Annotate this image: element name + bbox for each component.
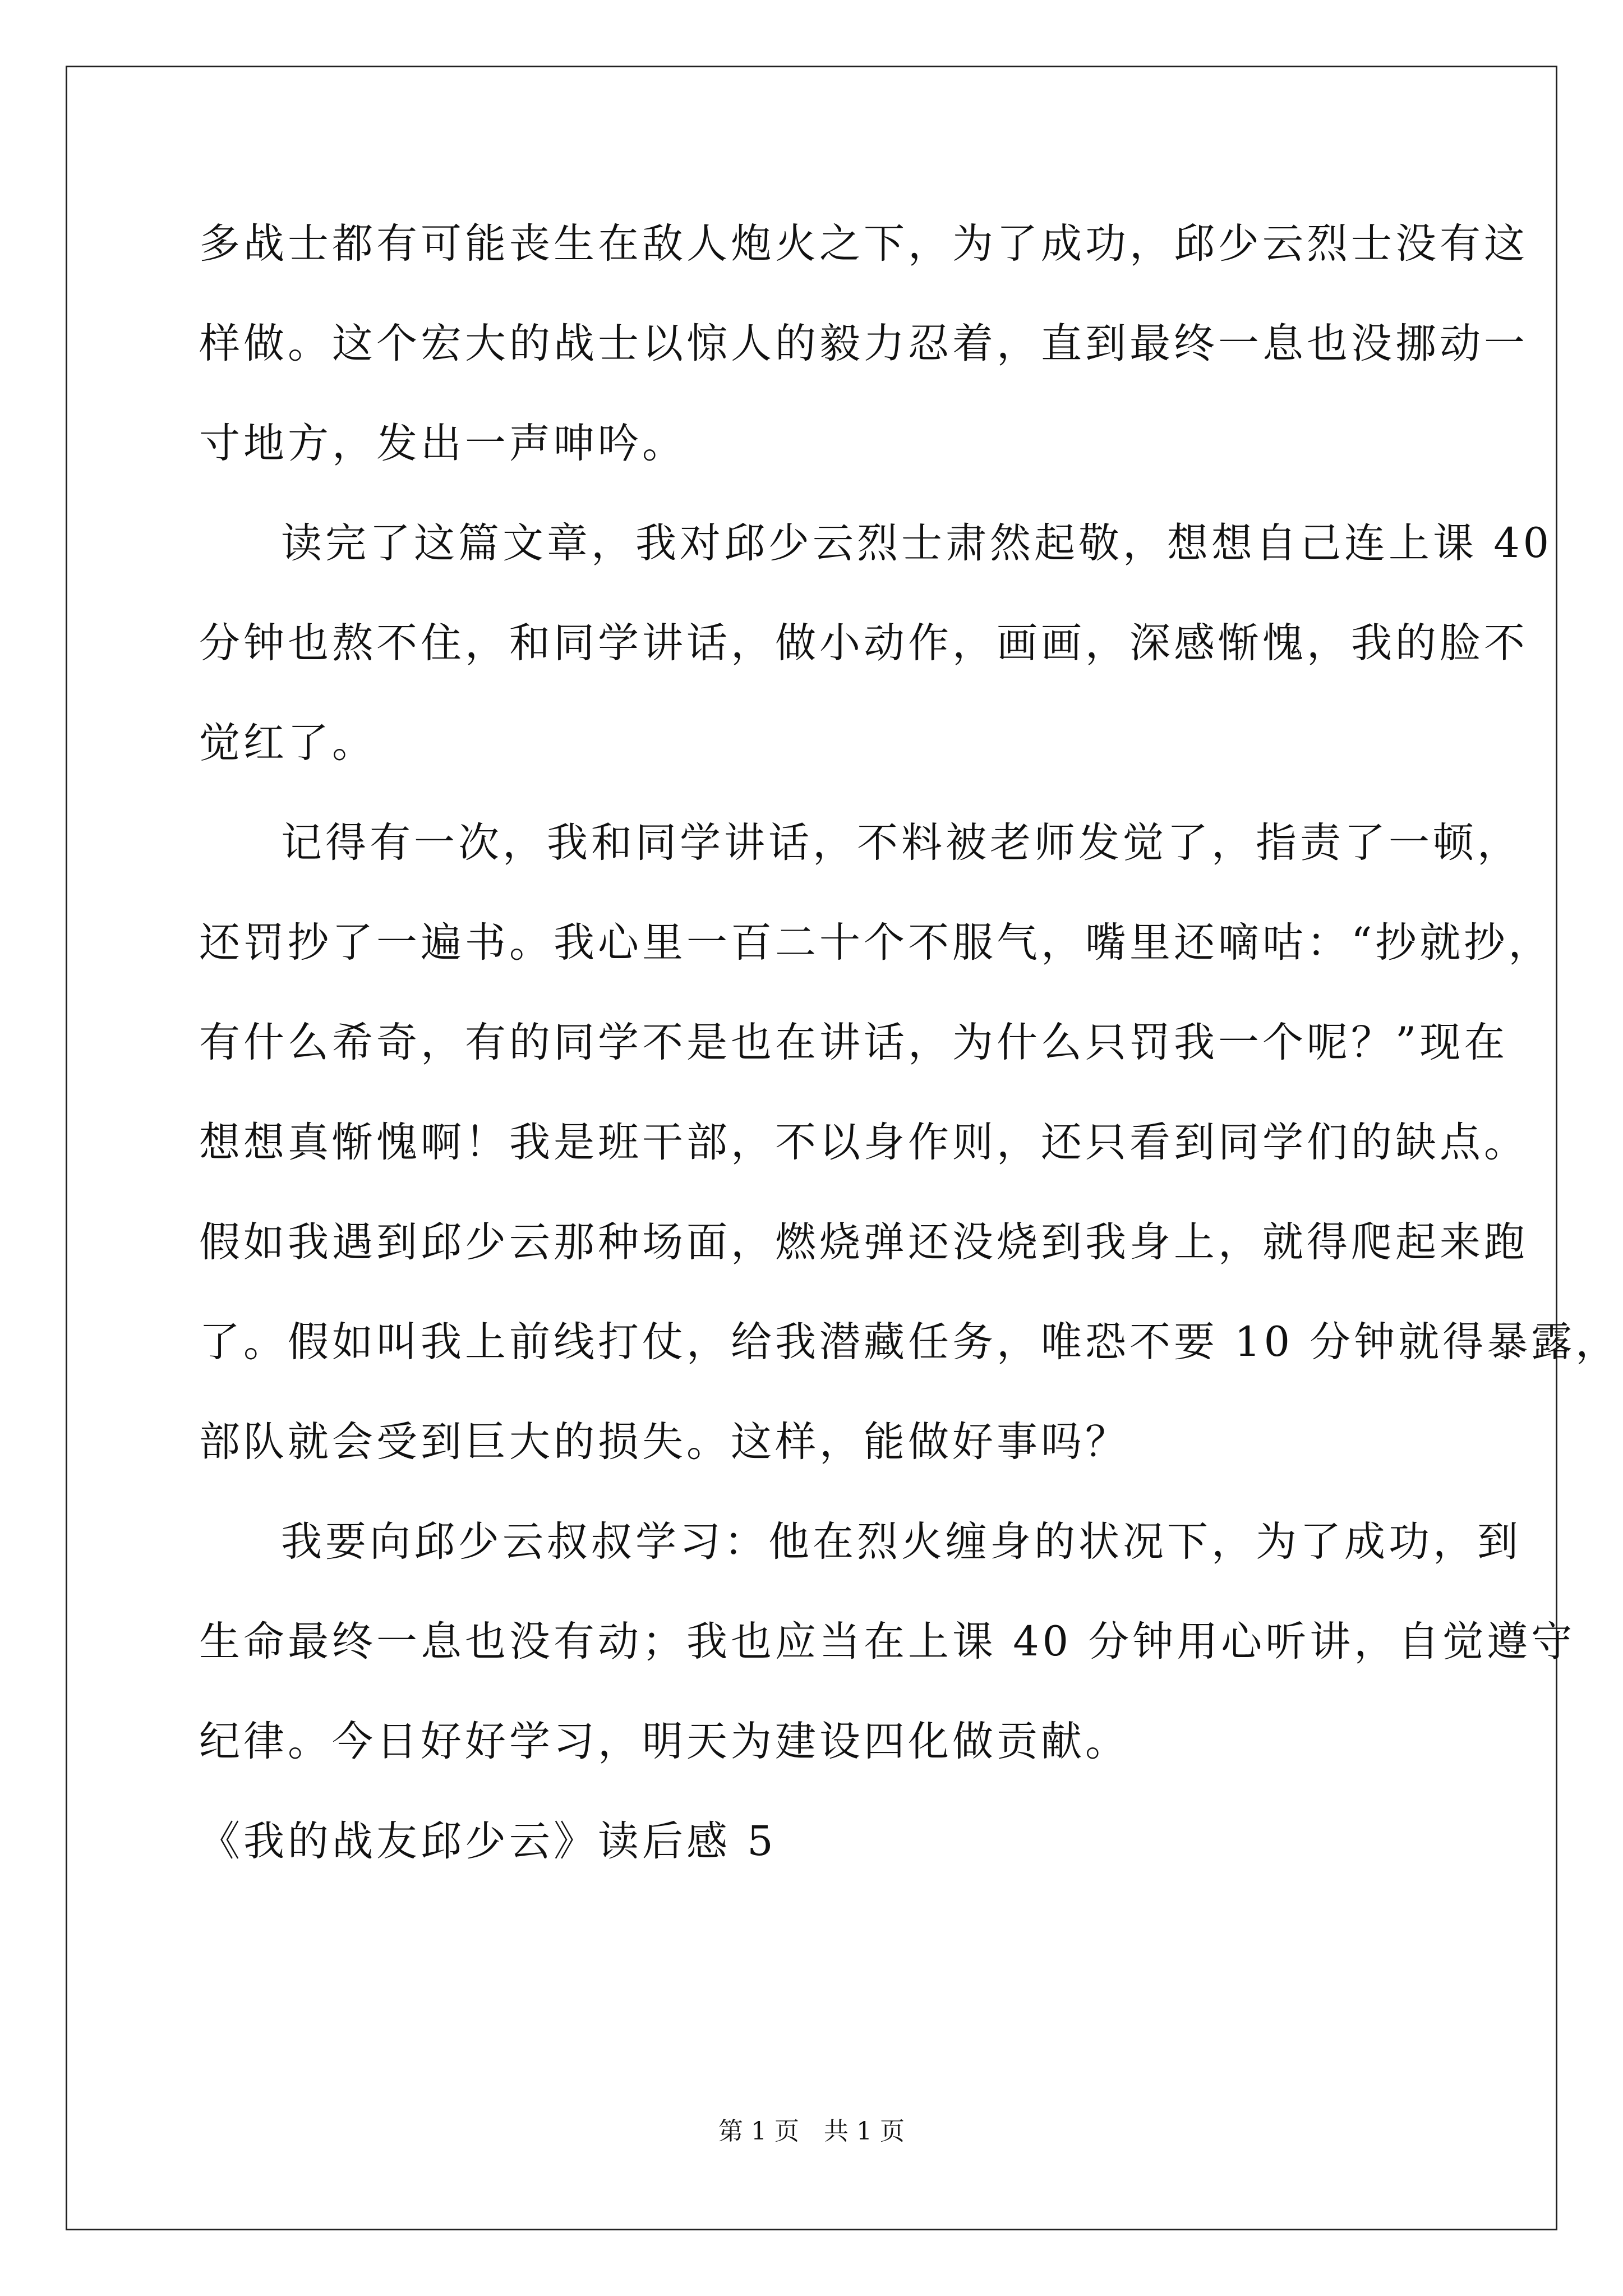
text-line: 分钟也熬不住，和同学讲话，做小动作，画画，深感惭愧，我的脸不 [199,619,1528,667]
text-line: 还罚抄了一遍书。我心里一百二十个不服气，嘴里还嘀咕：“抄就抄， [199,919,1553,967]
text-line: 假如我遇到邱少云那种场面，燃烧弹还没烧到我身上，就得爬起来跑 [199,1218,1528,1266]
text-line: 样做。这个宏大的战士以惊人的毅力忍着，直到最终一息也没挪动一 [199,320,1528,367]
text-line: 纪律。今日好好学习，明天为建设四化做贡献。 [199,1718,1129,1765]
text-line: 想想真惭愧啊！我是班干部，不以身作则，还只看到同学们的缺点。 [199,1119,1528,1166]
paragraph-start-line: 我要向邱少云叔叔学习：他在烈火缠身的状况下，为了成功，到 [281,1518,1521,1566]
section-title: 《我的战友邱少云》读后感 5 [199,1818,777,1865]
text-line: 部队就会受到巨大的损失。这样，能做好事吗？ [199,1418,1129,1466]
page-footer: 第 1 页 共 1 页 [718,2117,905,2146]
paragraph-start-line: 读完了这篇文章，我对邱少云烈士肃然起敬，想想自己连上课 40 [281,519,1553,567]
text-line: 寸地方，发出一声呻吟。 [199,420,686,467]
text-line: 觉红了。 [199,719,376,767]
text-line: 有什么希奇，有的同学不是也在讲话，为什么只罚我一个呢？”现在 [199,1019,1509,1066]
text-line: 多战士都有可能丧生在敌人炮火之下，为了成功，邱少云烈士没有这 [199,220,1528,268]
paragraph-start-line: 记得有一次，我和同学讲话，不料被老师发觉了，指责了一顿， [281,819,1521,867]
text-line: 了。假如叫我上前线打仗，给我潜藏任务，唯恐不要 10 分钟就得暴露， [199,1318,1620,1366]
text-line: 生命最终一息也没有动；我也应当在上课 40 分钟用心听讲，自觉遵守 [199,1618,1576,1665]
